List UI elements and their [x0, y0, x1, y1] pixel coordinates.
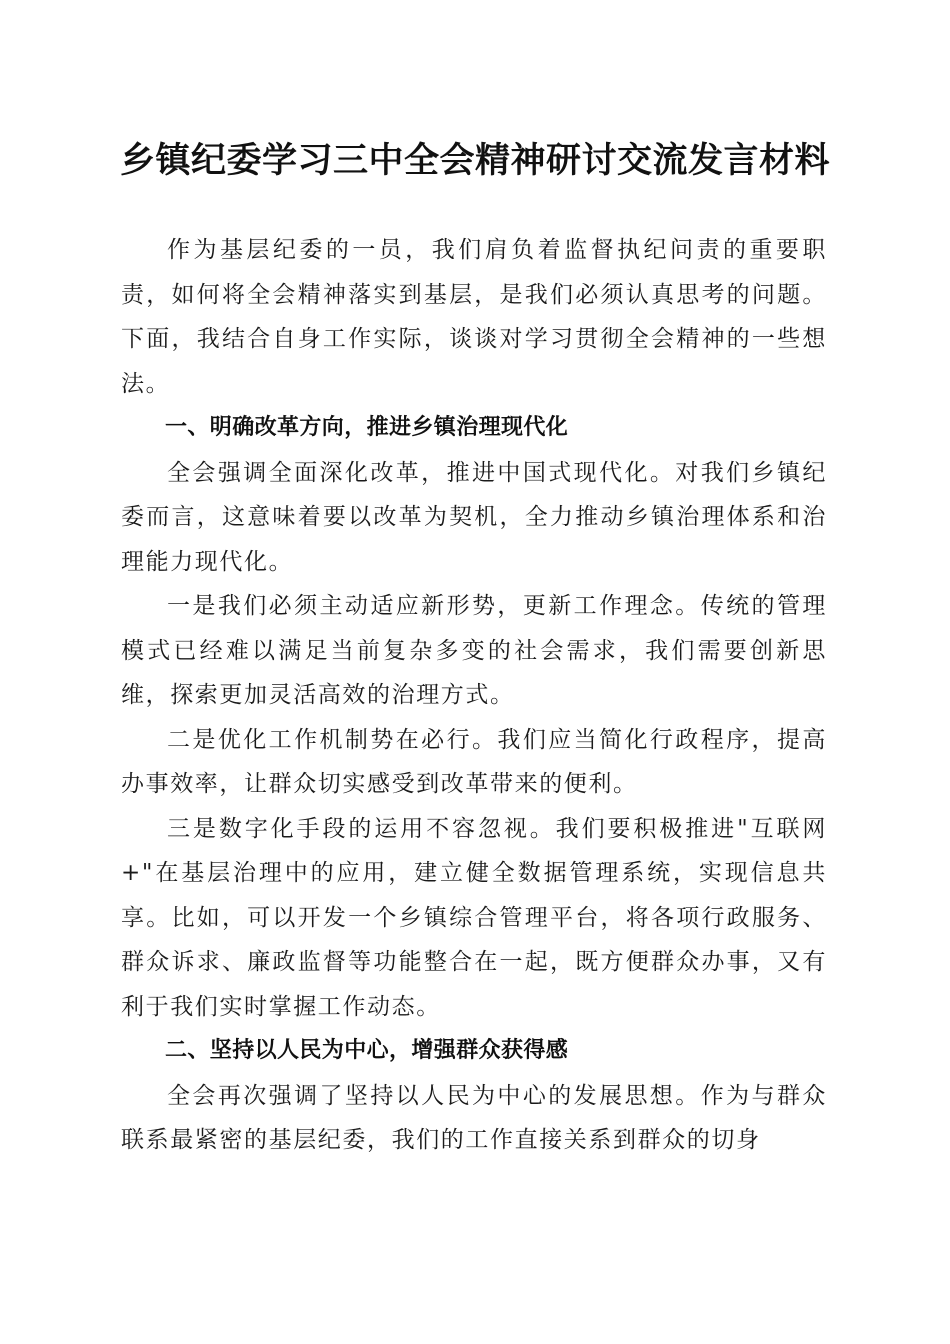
- section-1-paragraph-2: 一是我们必须主动适应新形势，更新工作理念。传统的管理模式已经难以满足当前复杂多变的社会需求，我们需要创新思维，探索更加灵活高效的治理方式。: [121, 593, 827, 708]
- document-body: [121, 228, 827, 1163]
- section-2-paragraph-1: 全会再次强调了坚持以人民为中心的发展思想。作为与群众联系最紧密的基层纪委，我们的工作直接关系到群众的切身: [121, 1082, 827, 1153]
- document-title: 乡镇纪委学习三中全会精神研讨交流发言材料: [119, 140, 830, 181]
- section-1-paragraph-1: 全会强调全面深化改革，推进中国式现代化。对我们乡镇纪委而言，这意味着要以改革为契机，全力推动乡镇治理体系和治理能力现代化。: [121, 459, 827, 575]
- intro-paragraph: 作为基层纪委的一员，我们肩负着监督执纪问责的重要职责，如何将全会精神落实到基层，是我们必须认真思考的问题。下面，我结合自身工作实际，谈谈对学习贯彻全会精神的一些想法。: [121, 237, 827, 397]
- section-1-paragraph-3: 二是优化工作机制势在必行。我们应当简化行政程序，提高办事效率，让群众切实感受到改革带来的便利。: [121, 726, 827, 797]
- section-heading-1: 一、明确改革方向，推进乡镇治理现代化: [165, 415, 569, 440]
- section-heading-2: 二、坚持以人民为中心，增强群众获得感: [165, 1038, 569, 1063]
- section-1-paragraph-4: 三是数字化手段的运用不容忽视。我们要积极推进"互联网+"在基层治理中的应用，建立健全数据管理系统，实现信息共享。比如，可以开发一个乡镇综合管理平台，将各项行政服务、群众诉求、廉政监督等功能整合在一起，既方便群众办事，又有利于我们实时掌握工作动态。: [121, 815, 827, 1020]
